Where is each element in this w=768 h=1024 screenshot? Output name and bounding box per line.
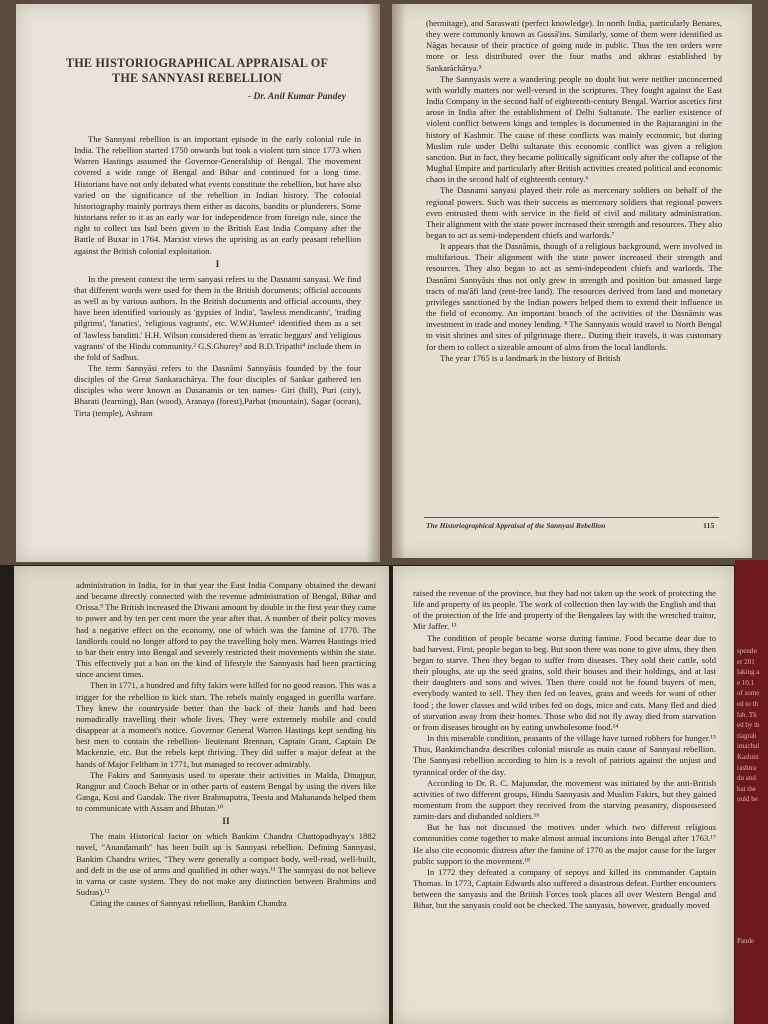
adjacent-page-fragment: laking a: [737, 668, 760, 677]
paragraph: The Fakirs and Sannyasis used to operate their activities in Malda, Dinajpur, Rangpur and Cooch Behar or in other parts of eastern Bengal by using the rivers like Ganga, Kosi and Gandak. The river Brahmaputra, Teesta and Mahananda helped them to communicate with Assam and Bhutan.¹⁰: [76, 769, 376, 814]
adjacent-page-fragment: du and: [737, 774, 756, 783]
paragraph: The main Historical factor on which Bankim Chandra Chattopadhyay's 1882 novel, "Anandamath" has been built up is Sannyasi rebellion. Defining Sannyasi, Bankim Chandra writes, "They were generally a compact body, well-read, well-built, and deft in the use of arms and qualified in other ways.¹¹ The sannyasi do not believe in varna or caste system. They do not make any distinction between Brahmins and Sudras).¹²: [76, 831, 376, 898]
adjacent-page-fragment: imachal: [737, 742, 760, 751]
paragraph: The term Sannyāsi refers to the Dasnāmi Sannyāsis founded by the four disciples of the Great Sankarachārya. The four disciples of Sankar gathered ten disciples who were known as Dasanamis or ten names- Giri (hill), Puri (city), Bharati (learning), Ban (wood), Aranaya (forest),Parbat (mountain), Sagar (ocean), Tirta (temple), Ashram: [74, 362, 361, 418]
text-column: [74, 134, 361, 419]
section-heading: I: [215, 259, 220, 270]
article-title: THE HISTORIOGRAPHICAL APPRAISAL OF THE SANNYASI REBELLION: [65, 56, 329, 85]
adjacent-page-fragment: spendu: [737, 647, 757, 655]
paragraph: administration in India, for in that year the East India Company obtained the dewani and became directly connected with the revenue administration of Bengal, Bihar and Orissa.⁹ The British increased the Diwani amount by double in the first year they came to power and by ten per cent more the year after that. A number of their policy moves had a negative effect on the economy, one of which was the famine of 1770. The landlords could no longer afford to pay the travelling holy men. Warren Hastings tried to bar their entry into Bengal and severely restricted their movements within the state. This effectively put a ban on the kind of lifestyle the Sannyasis had been practicing since ancient times.: [76, 580, 376, 680]
adjacent-page-fragment: ed to th: [737, 700, 758, 708]
page-gutter-shadow: [366, 4, 380, 562]
footer-rule: [424, 517, 719, 518]
paragraph: raised the revenue of the province, but they had not taken up the work of protecting the life and property of its people. The work of collection then lay with the English and that of the protection of the life and property of the Bengalees lay with the wretched traitor, Mir Jaffer. ¹³: [413, 588, 716, 632]
paragraph: In this miserable condition, peasants of the village have turned robbers for hunger.¹⁵ Thus, Bankimchandra describes colonial misrule as main cause of Sannyasi rebellion. The Sannyasi rebellion according to him is a revolt of patriots against the unjust and tyrannical order of the day.: [413, 733, 716, 777]
running-footer-title: The Historiographical Appraisal of the Sannyasi Rebellion: [426, 521, 606, 530]
page-bottom-right: [393, 566, 734, 1024]
page-number: 115: [703, 521, 715, 530]
page-gutter-shadow: [392, 4, 406, 558]
adjacent-page-fragment: of some: [737, 689, 760, 698]
page-top-left: [16, 4, 380, 562]
adjacent-page-fragment: ould be: [737, 795, 758, 804]
paragraph: Citing the causes of Sannyasi rebellion, Bankim Chandra: [90, 898, 287, 909]
adjacent-page-fragment: Pande: [737, 937, 755, 945]
paragraph: The Sannyasi rebellion is an important episode in the early colonial rule in India. The rebellion started 1750 onwards but took a violent turn since 1773 when Warren Hastings assumed the Governor-Generalship of Bengal. The movement covered a wide range of Bengal and Bihar and continued for a long time. Historians have not only debated what events constitute the rebellion, but have also varied on the significance of the rebellion in Indian history. The colonial historiography mainly portrays them either as dacoits, bandits or plunderers. Some historians refer to it as an early war for independence from foreign rule, since the right to collect tax had been given to the British East India Company after the Battle of Buxar in 1764. Marxist views the uprising as an early peasant rebellion against the British colonial exploitation.: [74, 134, 361, 256]
adjacent-page-fragment: hat the: [737, 784, 756, 793]
adjacent-page-fragment: lah. Th: [737, 710, 757, 719]
paragraph: The Sannyasis were a wandering people no doubt but were neither unconcerned with worldly matters nor well-versed in the scriptures. They fought against the East India Company in the second half of eighteenth-century Bengal. Warrior ascetics first arose in India after the establishment of Delhi Sultanate. The earlier existence of violent conflict between kings and temples is documented in the Rajtarangini in the history of Kashmir. The cause of these conflicts was mainly economic, but during Muslim rule under Delhi sultanate this economic conflict was given a religion sanction. But in fact, they became politically significant only after the collapse of the Mughal Empire and particularly after British activities created political and economic chaos in the second half of eighteenth century.⁶: [426, 73, 722, 185]
paragraph: According to Dr. R. C. Majumdar, the movement was initiated by the anti-British activities of two different groups, Hindu Sannyasis and Muslim Fakirs, but they gained momentum from the support they received from the starving peasantry, dispossessed zamin-dars and disbanded soldiers.¹⁶: [413, 777, 716, 822]
paragraph: But he has not discussed the motives under which two different religious communities come together to make almost annual incursions into Bengal after 1763.¹⁷ He also cite economic distress after the famine of 1770 as the major cause for the larger public support to the movement.¹⁸: [413, 822, 716, 866]
paragraph: The condition of people became worse during famine. Food became dear due to bad harvest. First, people began to beg. But soon there was none to give alms, they then began to starve. Then they began to suffer from diseases. They sold their cattle, sold their ploughs, ate up the seed grains, sold their houses and their holdings, and at last their daughters and sons and wives. Then there could not be found buyers of men, everybody wanted to sell. They then fed on leaves, grass and weeds for want of other food ; the lower classes and wild tribes fed on dogs, mice and cats. Many fled and died of starvation away from their homes. Those who did not fly away died from starvation or from diseases brought on by eating unwholesome food.¹⁴: [413, 632, 716, 732]
text-column: [413, 588, 716, 912]
section-heading: II: [222, 817, 230, 828]
adjacent-page-fragment: ed by th: [737, 721, 760, 730]
page-top-right: [392, 4, 752, 558]
adjacent-page-fragment: er 201: [737, 657, 755, 666]
adjacent-page-fragment: e 10.1: [737, 678, 755, 687]
text-column: [426, 18, 722, 364]
page-bottom-left: [14, 566, 389, 1024]
paragraph: In 1772 they defeated a company of sepoys and killed its commander Captain Thomas. In 1773, Captain Edwards also suffered a disastrous defeat. Further encounters between the sanyasis and the British Forces took places all over Western Bengal and Bihar, but the sanyasis could not be checked. The sanyasis, however, gradually moved: [413, 866, 716, 911]
text-column: [76, 580, 376, 909]
paragraph: The year 1765 is a landmark in the history of British: [440, 352, 621, 363]
paragraph: Then in 1771, a hundred and fifty fakirs were killed for no good reason. This was a trigger for the rebellion to kick start. The rebels mainly engaged in guerilla warfare. They knew the countryside better than the back of their hands and had been nomadically travelling their whole lives. They were extremely mobile and could disappear at a moment's notice. Governor General Warren Hastings kept sending his best men to contain the rebellion- lieutenant Brennan, Captain Grant, Captain De Mackenzie, etc. But the rebels kept thriving. They did suffer a major defeat at the hands of Major Feltham in 1771, but managed to recover admirably.: [76, 680, 376, 769]
paragraph: The Dasnami sanyasi played their role as mercenary soldiers on behalf of the regional powers. Such was their success as mercenary soldiers that regional powers even entrusted them with service in the field of civil and military administration. Their alignment with the state power increased their strength and resources. They also began to act as semi-independent chiefs and warlords.⁷: [426, 185, 722, 240]
adjacent-page-fragment: Kashmi: [737, 753, 759, 761]
paragraph: (hermitage), and Saraswati (perfect knowledge). In north India, particularly Benares, they were commonly known as Gossā'ins. Similarly, some of them were identified as Nāgas because of their practice of going nude in public. Thus the ten orders were more or less distributed over the four maths and akhras established by Sankarāchārya.⁵: [426, 18, 722, 73]
paragraph: In the present context the term sanyasi refers to the Dasnami sanyasi. We find that different words were used for them in the British documents; official accounts as well as by various authors. In the British documents and official accounts, they have been identified variously as 'gypsies of India', 'lawless mendicants', 'trading pilgrims', 'fanatics', 'religious vagrants', etc. W.W.Hunter¹ identified them as a set of 'lawless banditti.' H.H. Wilson considered them as 'erratic beggars' and 'religious vagrants' of the Hindu community.² G.S.Ghurey³ and B.D.Tripathi⁴ include them in the fold of Sadhus.: [74, 273, 361, 362]
adjacent-page-fragment: rashtra: [737, 763, 757, 772]
adjacent-page-fragment: tiagrah: [737, 731, 757, 740]
article-author: - Dr. Anil Kumar Pandey: [247, 92, 346, 102]
paragraph: It appears that the Dasnāmis, though of a religious background, were involved in multifarious. Their alignment with the state power increased their strength and resources. They also began to act as semi-independent chiefs and warlords. The Dasnāmi Sannyāsis thus not only grew in strength and position but amassed large tracts of ma'āfi land (rent-free land). The resources derived from land and monetary privileges sanctioned by the Indian powers helped them to extend their influence in the field of economy. An important branch of the activities of the Dasnāmis was investment in trade and money lending. ⁸ The Sannyasis would travel to North Bengal to visit shrines and sites of pilgrimage there.. During their travels, it was customary for them to collect a sizeable amount of alms from the local landlords.: [426, 241, 722, 352]
adjacent-page-strip: [735, 560, 768, 1024]
